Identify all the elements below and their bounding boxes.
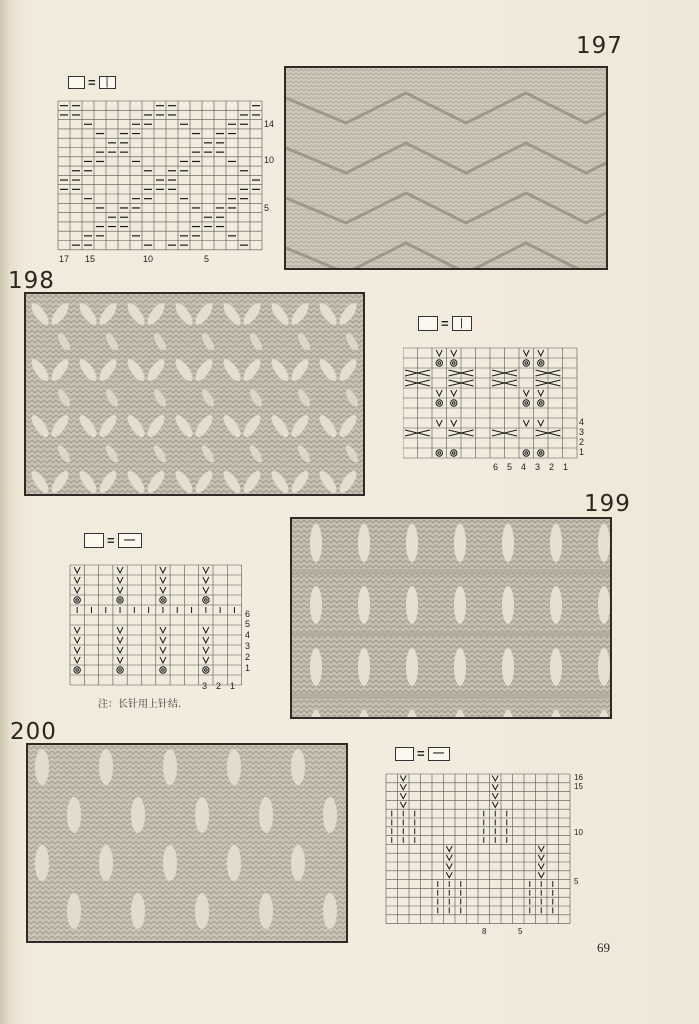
yarn-over-symbol xyxy=(525,402,528,405)
legend-symbol-box: — xyxy=(428,747,450,761)
slip-stitch-symbol xyxy=(538,350,544,356)
swatch-photo-198 xyxy=(24,292,365,496)
slip-stitch-symbol xyxy=(203,587,209,593)
row-label: 2 xyxy=(245,652,251,662)
slip-stitch-symbol xyxy=(446,872,452,878)
slip-stitch-symbol xyxy=(446,864,452,870)
col-label: 5 xyxy=(518,927,523,936)
slip-stitch-symbol xyxy=(436,350,442,356)
slip-stitch-symbol xyxy=(74,657,80,663)
col-label: 2 xyxy=(549,462,555,472)
yarn-over-symbol xyxy=(539,402,542,405)
legend-symbol-box: — xyxy=(118,533,142,548)
yarn-over-symbol xyxy=(525,362,528,365)
slip-stitch-symbol xyxy=(160,647,166,653)
slip-stitch-symbol xyxy=(160,587,166,593)
yarn-over-symbol xyxy=(452,452,455,455)
row-label: 4 xyxy=(245,630,251,640)
yarn-over-symbol xyxy=(205,669,208,672)
slip-stitch-symbol xyxy=(538,420,544,426)
slip-stitch-symbol xyxy=(203,577,209,583)
yarn-over-symbol xyxy=(538,360,544,366)
slip-stitch-symbol xyxy=(203,657,209,663)
yarn-over-symbol xyxy=(74,667,80,673)
legend-equals: = xyxy=(88,75,96,90)
row-label: 3 xyxy=(579,427,585,437)
yarn-over-symbol xyxy=(539,362,542,365)
yarn-over-symbol xyxy=(436,450,442,456)
yarn-over-symbol xyxy=(538,450,544,456)
slip-stitch-symbol xyxy=(117,657,123,663)
yarn-over-symbol xyxy=(76,669,79,672)
yarn-over-symbol xyxy=(436,400,442,406)
yarn-over-symbol xyxy=(74,597,80,603)
row-label: 14 xyxy=(264,119,275,129)
swatch-photo-199 xyxy=(290,517,612,719)
page-number: 69 xyxy=(597,940,610,955)
row-label: 10 xyxy=(574,828,583,837)
slip-stitch-symbol xyxy=(451,350,457,356)
slip-stitch-symbol xyxy=(538,390,544,396)
knit-texture-199 xyxy=(292,519,610,717)
chart-197-svg xyxy=(56,99,281,269)
row-label: 5 xyxy=(574,877,579,886)
legend-197 xyxy=(68,75,116,90)
col-label: 3 xyxy=(202,681,208,691)
slip-stitch-symbol xyxy=(74,587,80,593)
col-label: 4 xyxy=(521,462,527,472)
chart-200 xyxy=(384,772,594,937)
yarn-over-symbol xyxy=(538,400,544,406)
legend-199 xyxy=(84,533,142,548)
slip-stitch-symbol xyxy=(400,784,406,790)
slip-stitch-symbol xyxy=(436,420,442,426)
col-label: 10 xyxy=(143,254,154,264)
slip-stitch-symbol xyxy=(492,802,498,808)
row-label: 3 xyxy=(245,641,251,651)
slip-stitch-symbol xyxy=(117,587,123,593)
slip-stitch-symbol xyxy=(203,567,209,573)
slip-stitch-symbol xyxy=(160,657,166,663)
yarn-over-symbol xyxy=(452,362,455,365)
yarn-over-symbol xyxy=(162,669,165,672)
yarn-over-symbol xyxy=(438,362,441,365)
slip-stitch-symbol xyxy=(400,793,406,799)
row-label: 6 xyxy=(245,609,251,619)
slip-stitch-symbol xyxy=(203,647,209,653)
slip-stitch-symbol xyxy=(523,420,529,426)
knit-texture-198 xyxy=(26,294,363,494)
yarn-over-symbol xyxy=(162,599,165,602)
row-label: 5 xyxy=(245,619,251,629)
yarn-over-symbol xyxy=(438,402,441,405)
yarn-over-symbol xyxy=(451,450,457,456)
slip-stitch-symbol xyxy=(451,420,457,426)
yarn-over-symbol xyxy=(117,667,123,673)
slip-stitch-symbol xyxy=(538,872,544,878)
col-label: 1 xyxy=(230,681,236,691)
chart-198-svg xyxy=(403,346,593,476)
slip-stitch-symbol xyxy=(160,627,166,633)
legend-200 xyxy=(395,746,450,761)
slip-stitch-symbol xyxy=(538,864,544,870)
slip-stitch-symbol xyxy=(117,567,123,573)
legend-empty-box xyxy=(68,76,85,89)
legend-198 xyxy=(418,316,472,331)
slip-stitch-symbol xyxy=(117,627,123,633)
legend-equals: = xyxy=(441,316,449,331)
yarn-over-symbol xyxy=(117,597,123,603)
slip-stitch-symbol xyxy=(400,776,406,782)
row-label: 2 xyxy=(579,437,585,447)
legend-empty-box xyxy=(418,316,438,331)
col-label: 8 xyxy=(482,927,487,936)
yarn-over-symbol xyxy=(523,360,529,366)
legend-symbol-box: | xyxy=(452,316,472,331)
yarn-over-symbol xyxy=(119,669,122,672)
col-label: 5 xyxy=(507,462,513,472)
chart-199 xyxy=(68,563,268,693)
slip-stitch-symbol xyxy=(538,855,544,861)
chart-199-svg xyxy=(68,563,268,693)
row-label: 4 xyxy=(579,417,585,427)
row-label: 1 xyxy=(245,663,251,673)
chart-198 xyxy=(403,346,593,476)
slip-stitch-symbol xyxy=(492,793,498,799)
slip-stitch-symbol xyxy=(523,350,529,356)
col-label: 3 xyxy=(535,462,541,472)
col-label: 5 xyxy=(204,254,210,264)
slip-stitch-symbol xyxy=(160,577,166,583)
pattern-note-199: 注：长针用上针结. xyxy=(98,699,182,710)
pattern-number-199: 199 xyxy=(584,491,631,517)
chart-200-svg xyxy=(384,772,594,937)
chart-197 xyxy=(56,99,281,269)
slip-stitch-symbol xyxy=(117,577,123,583)
slip-stitch-symbol xyxy=(74,567,80,573)
slip-stitch-symbol xyxy=(436,390,442,396)
col-label: 15 xyxy=(85,254,96,264)
slip-stitch-symbol xyxy=(74,627,80,633)
pattern-number-200: 200 xyxy=(10,719,57,745)
yarn-over-symbol xyxy=(203,667,209,673)
yarn-over-symbol xyxy=(205,599,208,602)
slip-stitch-symbol xyxy=(74,577,80,583)
legend-empty-box xyxy=(395,747,414,761)
knit-texture-200 xyxy=(28,745,346,941)
slip-stitch-symbol xyxy=(117,637,123,643)
yarn-over-symbol xyxy=(76,599,79,602)
legend-symbol-box: | xyxy=(99,76,116,89)
slip-stitch-symbol xyxy=(446,846,452,852)
yarn-over-symbol xyxy=(523,400,529,406)
legend-empty-box xyxy=(84,533,104,548)
slip-stitch-symbol xyxy=(523,390,529,396)
yarn-over-symbol xyxy=(451,360,457,366)
slip-stitch-symbol xyxy=(203,627,209,633)
yarn-over-symbol xyxy=(523,450,529,456)
row-label: 10 xyxy=(264,155,275,165)
yarn-over-symbol xyxy=(203,597,209,603)
knit-texture-197 xyxy=(286,68,606,268)
pattern-number-198: 198 xyxy=(8,268,55,294)
yarn-over-symbol xyxy=(452,402,455,405)
slip-stitch-symbol xyxy=(492,776,498,782)
slip-stitch-symbol xyxy=(446,855,452,861)
yarn-over-symbol xyxy=(451,400,457,406)
col-label: 6 xyxy=(493,462,499,472)
yarn-over-symbol xyxy=(539,452,542,455)
yarn-over-symbol xyxy=(438,452,441,455)
slip-stitch-symbol xyxy=(160,567,166,573)
swatch-photo-197 xyxy=(284,66,608,270)
pattern-number-197: 197 xyxy=(576,33,623,59)
legend-equals: = xyxy=(107,533,115,548)
slip-stitch-symbol xyxy=(203,637,209,643)
yarn-over-symbol xyxy=(160,667,166,673)
slip-stitch-symbol xyxy=(400,802,406,808)
row-label: 16 xyxy=(574,773,583,782)
col-label: 1 xyxy=(563,462,569,472)
row-label: 15 xyxy=(574,782,583,791)
col-label: 17 xyxy=(59,254,70,264)
row-label: 1 xyxy=(579,447,585,457)
col-label: 2 xyxy=(216,681,222,691)
slip-stitch-symbol xyxy=(160,637,166,643)
yarn-over-symbol xyxy=(160,597,166,603)
row-label: 5 xyxy=(264,203,270,213)
slip-stitch-symbol xyxy=(492,784,498,790)
slip-stitch-symbol xyxy=(74,637,80,643)
slip-stitch-symbol xyxy=(451,390,457,396)
slip-stitch-symbol xyxy=(74,647,80,653)
yarn-over-symbol xyxy=(436,360,442,366)
yarn-over-symbol xyxy=(525,452,528,455)
swatch-photo-200 xyxy=(26,743,348,943)
slip-stitch-symbol xyxy=(117,647,123,653)
legend-equals: = xyxy=(417,746,425,761)
slip-stitch-symbol xyxy=(538,846,544,852)
yarn-over-symbol xyxy=(119,599,122,602)
